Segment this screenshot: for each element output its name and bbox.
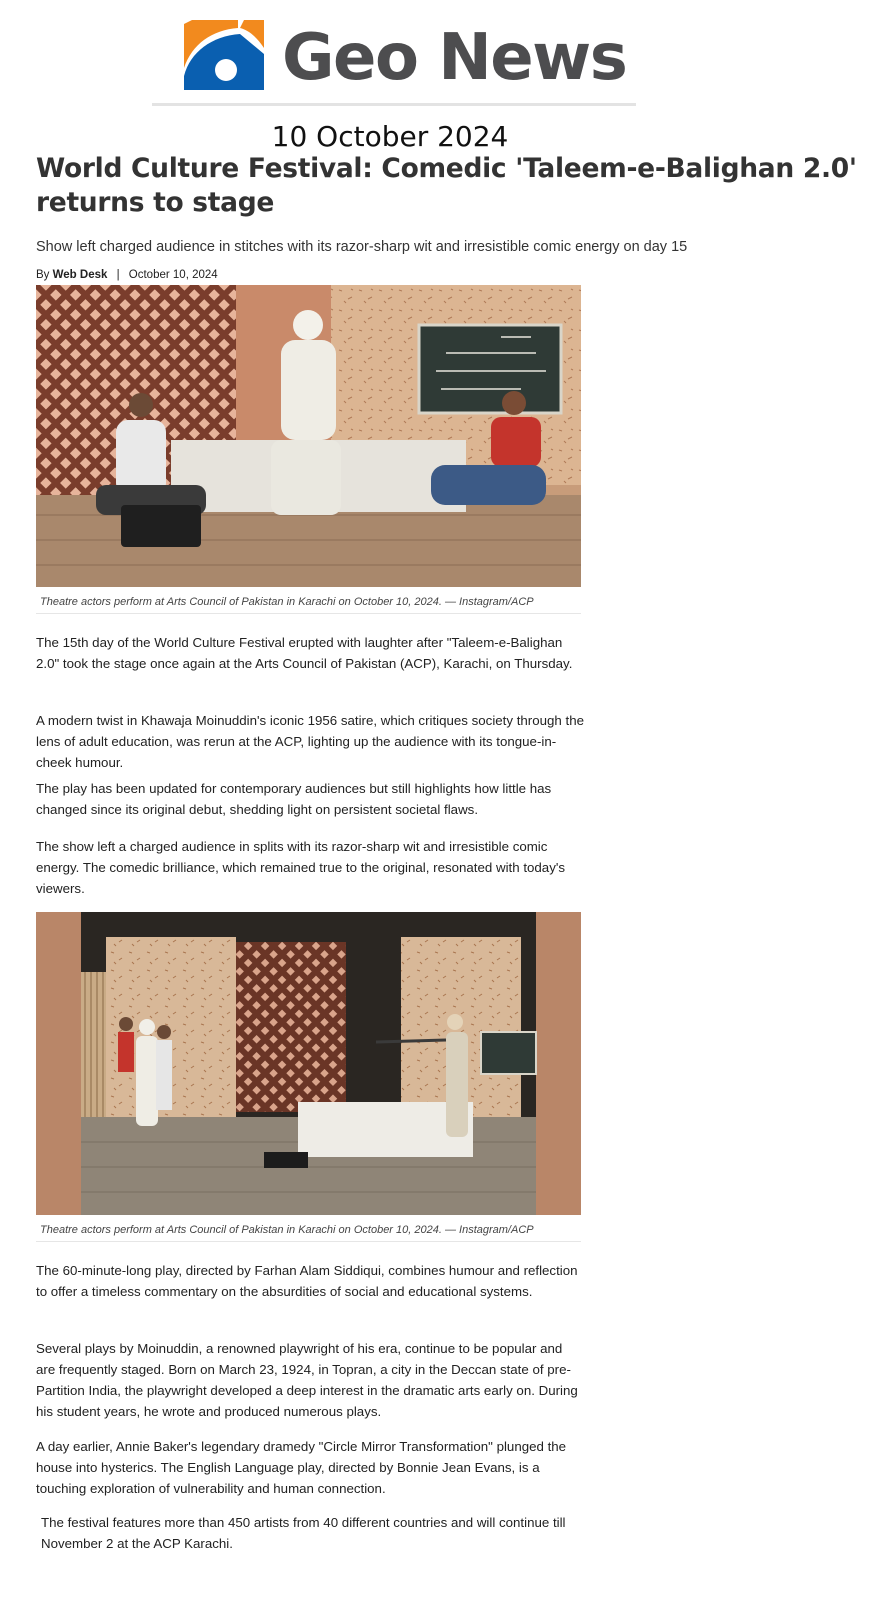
- caption-divider-2: [36, 1241, 581, 1242]
- article-image-2[interactable]: [36, 912, 581, 1215]
- paragraph-2: A modern twist in Khawaja Moinuddin's iconic 1956 satire, which critiques society through the lens of adult education, was rerun at the ACP, lighting up the audience with its tongue-in-cheek humour.: [36, 713, 584, 770]
- paragraph-7: A day earlier, Annie Baker's legendary dramedy "Circle Mirror Transformation" plunged the house into hysterics. The English Language play, directed by Bonnie Jean Evans, is a touching exploration of vulnerability and human connection.: [36, 1439, 567, 1496]
- paragraph-5: The 60-minute-long play, directed by Farhan Alam Siddiqui, combines humour and reflection to offer a timeless commentary on the absurdities of social and educational systems.: [36, 1263, 578, 1299]
- byline: [36, 267, 218, 283]
- paragraph-6: Several plays by Moinuddin, a renowned playwright of his era, continue to be popular and are frequently staged. Born on March 23, 1924, in Topran, a city in the Deccan state of pre-Partition India, the playwright developed a deep interest in the dramatic arts early on. During his student years, he wrote and produced numerous plays.: [36, 1341, 578, 1419]
- image-caption-1: Theatre actors perform at Arts Council of Pakistan in Karachi on October 10, 2024. — Instagram/ACP: [40, 596, 534, 608]
- paragraph-3: The play has been updated for contemporary audiences but still highlights how little has changed since its original debut, shedding light on persistent societal flaws.: [36, 781, 552, 817]
- byline-prefix: By: [36, 269, 50, 281]
- brand-wordmark[interactable]: Geo News: [282, 21, 627, 95]
- paragraph-8: The festival features more than 450 artists from 40 different countries and will continue till November 2 at the ACP Karachi.: [41, 1515, 566, 1551]
- image-caption-2: Theatre actors perform at Arts Council of Pakistan in Karachi on October 10, 2024. — Instagram/ACP: [40, 1224, 534, 1236]
- article-image-1[interactable]: [36, 285, 581, 587]
- byline-date: October 10, 2024: [128, 269, 218, 281]
- geo-news-logo-icon[interactable]: [182, 18, 266, 92]
- paragraph-4: The show left a charged audience in splits with its razor-sharp wit and irresistible comic energy. The comedic brilliance, which remained true to the original, resonated with today's viewers.: [36, 839, 566, 896]
- stage-photo-icon: [36, 912, 581, 1215]
- clip-date: 10 October 2024: [271, 120, 509, 153]
- masthead-divider: [152, 103, 636, 106]
- byline-separator: |: [116, 269, 120, 281]
- caption-divider-1: [36, 613, 581, 614]
- paragraph-1: The 15th day of the World Culture Festival erupted with laughter after "Taleem-e-Balighan 2.0" took the stage once again at the Arts Council of Pakistan (ACP), Karachi, on Thursday.: [36, 635, 573, 671]
- stage-photo-icon: [36, 285, 581, 587]
- article-headline: World Culture Festival: Comedic 'Taleem-e-Balighan 2.0' returns to stage: [36, 153, 857, 218]
- masthead: [0, 0, 882, 110]
- article-subheadline: Show left charged audience in stitches with its razor-sharp wit and irresistible comic energy on day 15: [36, 239, 688, 255]
- byline-author[interactable]: Web Desk: [52, 269, 108, 281]
